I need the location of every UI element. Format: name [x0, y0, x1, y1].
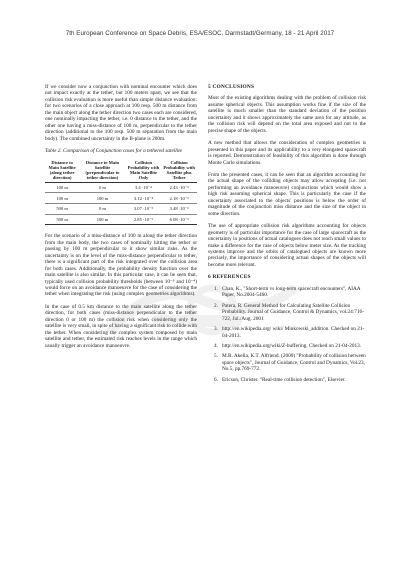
table-cell: 0 m [98, 184, 106, 190]
table-row [45, 204, 197, 215]
conclusion-paragraph: The use of appropriate collision risk algorithms accounting for objects geometry is of particular importance for the case of large spacecraft as the uncertainty in positions of actual catalogues does not reach small values to make a difference for the case of objects below meter size. As the tracking systems improve and the orbits of catalogued objects are known more precisely, the importance of considering actual shapes of the objects will become more relevant. [208, 223, 366, 268]
reference-list [208, 286, 366, 383]
reference-text: Patera, R. General Method for Calculating Satellite Collision Probability. Journal of Guidance, Control & Dynamics, vol.24:716-722, Jul./Aug. 2001 [222, 302, 364, 322]
conclusion-paragraph: A new method that allows the consideration of complex geometries is presented in this paper and its applicability to a very elongated spacecraft is reported. Demonstration of feasibility of this algorithm is done through Monte Carlo simulations. [208, 140, 366, 166]
table-cell: 100 m [96, 195, 109, 201]
paragraph-analysis-500m: In the case of 0.5 km distance to the main satellite along the tether direction, for both cases (miss-distance perpendicular to the tether direction 0 or 100 m) the collision risk when considering only the satellite is very small, in spite of having a significant risk to collide with the tether. When considering the complex system composed by main satellite and tether, the estimated risk reaches levels in the range which usually trigger an avoidance manoeuvre. [45, 303, 197, 349]
table-caption: Table 2. Comparison of Conjunction cases for a tethered satellite [45, 148, 182, 155]
conclusion-paragraph: Most of the existing algorithms dealing with the problem of collision risk assume spherical objects. This assumption works fine if the size of the satellite is much smaller than the standard deviation of the position uncertainty and it shows approximately the same area for any attitude, as the collision risk will depend on the total area exposed and not to the precise shape of the objects. [208, 95, 366, 134]
table-header-cell: Collision Probability with Main Satellite Only [127, 159, 160, 181]
paragraph-analysis-100m: For the scenario of a miss-distance of 100 m along the tether direction from the main body, the two cases of nominally hitting the tether or passing by 100 m perpendicular to it show similar risks. As the uncertainty is on the level of the miss-distance perpendicular to tether, there is a significant part of the risk integrated over the collision area for both cases. Additionally, the probability density function over the main satellite is also similar. In this particular case, it can be seen that, typically used collision probability thresholds (between 10⁻⁵ and 10⁻⁴) would force on an avoidance manoeuvre for the case of considering the tether when integrating the risk (using complex geometries algorithms). [45, 233, 197, 298]
reference-item [208, 343, 366, 349]
table-cell: 3.4 ·10⁻⁴ [135, 184, 152, 190]
reference-number: 2. [214, 302, 218, 309]
reference-text: Ericson, Christer. "Real-time collision detection", Elsevier. [222, 376, 346, 383]
table-row [45, 193, 197, 204]
reference-number: 4. [214, 342, 218, 349]
table-cell: 500 m [56, 206, 68, 212]
reference-text: Chan, K., "Short-term vs long-term spacecraft encounters", AIAA Paper, No.2004-5460. [222, 285, 361, 299]
reference-item [208, 303, 366, 322]
table-cell: 500 m [56, 216, 68, 222]
reference-item [208, 353, 366, 372]
table-header-cell: Collision Probability with Satellite plus Tether [161, 159, 197, 183]
reference-number: 1. [214, 285, 218, 292]
table-cell: 6.08 ·10⁻³ [169, 216, 189, 222]
right-column [208, 84, 366, 387]
table-cell: 2.43 ·10⁻³ [169, 184, 189, 190]
reference-number: 5. [214, 353, 218, 360]
reference-text: http://en.wikipedia.org/wiki/Z-buffering. Checked on 21-04-2013. [222, 342, 362, 349]
table-header-cell: Distance to Main Satellite (along tether direction) [45, 159, 79, 183]
table-row [45, 182, 197, 193]
table-header-row [45, 159, 197, 183]
reference-item [208, 326, 366, 339]
reference-item [208, 377, 366, 383]
conjunction-table [45, 159, 197, 226]
table-cell: 2.18 ·10⁻³ [169, 195, 189, 201]
table-cell: 100 m [56, 195, 68, 201]
table-row [45, 214, 197, 225]
reference-item [208, 286, 366, 299]
section-title-conclusions: 5 CONCLUSIONS [208, 84, 255, 90]
table-cell: 3.12 ·10⁻⁴ [133, 195, 154, 201]
table-cell: 100 m [96, 216, 109, 222]
table-cell: 0 m [98, 206, 106, 212]
table-cell: 100 m [56, 184, 68, 190]
left-column [45, 84, 197, 355]
section-title-references: 6 REFERENCES [208, 274, 251, 281]
table-cell: 3.48 ·10⁻³ [169, 206, 189, 212]
paragraph-intro: If we consider now a conjunction with nominal encounter which does not impact exactly at the tether, but 100 meters apart, we see that the collision risk evaluation is more useful than simple distance evaluation: for two scenarios of a close approach at 100 resp. 500 m distance from the main object along the tether direction two cases each are considered, one nominally impacting the tether, i.e. 0 distance to the tether, and the other one having a miss-distance of 100 m, perpendicular to the tether direction (additional to the 100 resp. 500 m separation from the main body). The combined uncertainty in the B-plane is 200m. [45, 84, 197, 142]
reference-text: http://en.wikipedia.org/ wiki/ Minkowski_addition. Checked on 21-04-2013. [222, 326, 365, 339]
table-cell: 3.07 ·10⁻⁵ [133, 206, 154, 212]
reference-text: M.R. Akella, K.T. Alfriend. (2000) "Probability of collision between space objects", Journal of Guidance, Control and Dynamics, Vol.23, No.5, pp.769-772. [222, 353, 366, 373]
table-cell: 2.85 ·10⁻⁵ [133, 216, 154, 222]
conference-header: 7th European Conference on Space Debris, ESA/ESOC, Darmstadt/Germany, 18 - 21 April 2017 [65, 30, 335, 37]
conclusion-paragraph: From the presented cases, it can be seen that an algorithm accounting for the actual shape of the colliding objects may allow accepting (i.e. not performing an avoidance manoeuvre) conjunctions which would show a high risk assuming spherical shape. This is particularly the case if the uncertainty associated to the objects' positions is below the order of magnitude of the conjunction miss distance and the size of the object in some direction. [208, 171, 366, 217]
table-header-cell: Distance to Main Satellite (perpendicular to tether direction) [79, 159, 125, 183]
reference-number: 3. [214, 326, 218, 333]
reference-number: 6. [214, 376, 218, 383]
